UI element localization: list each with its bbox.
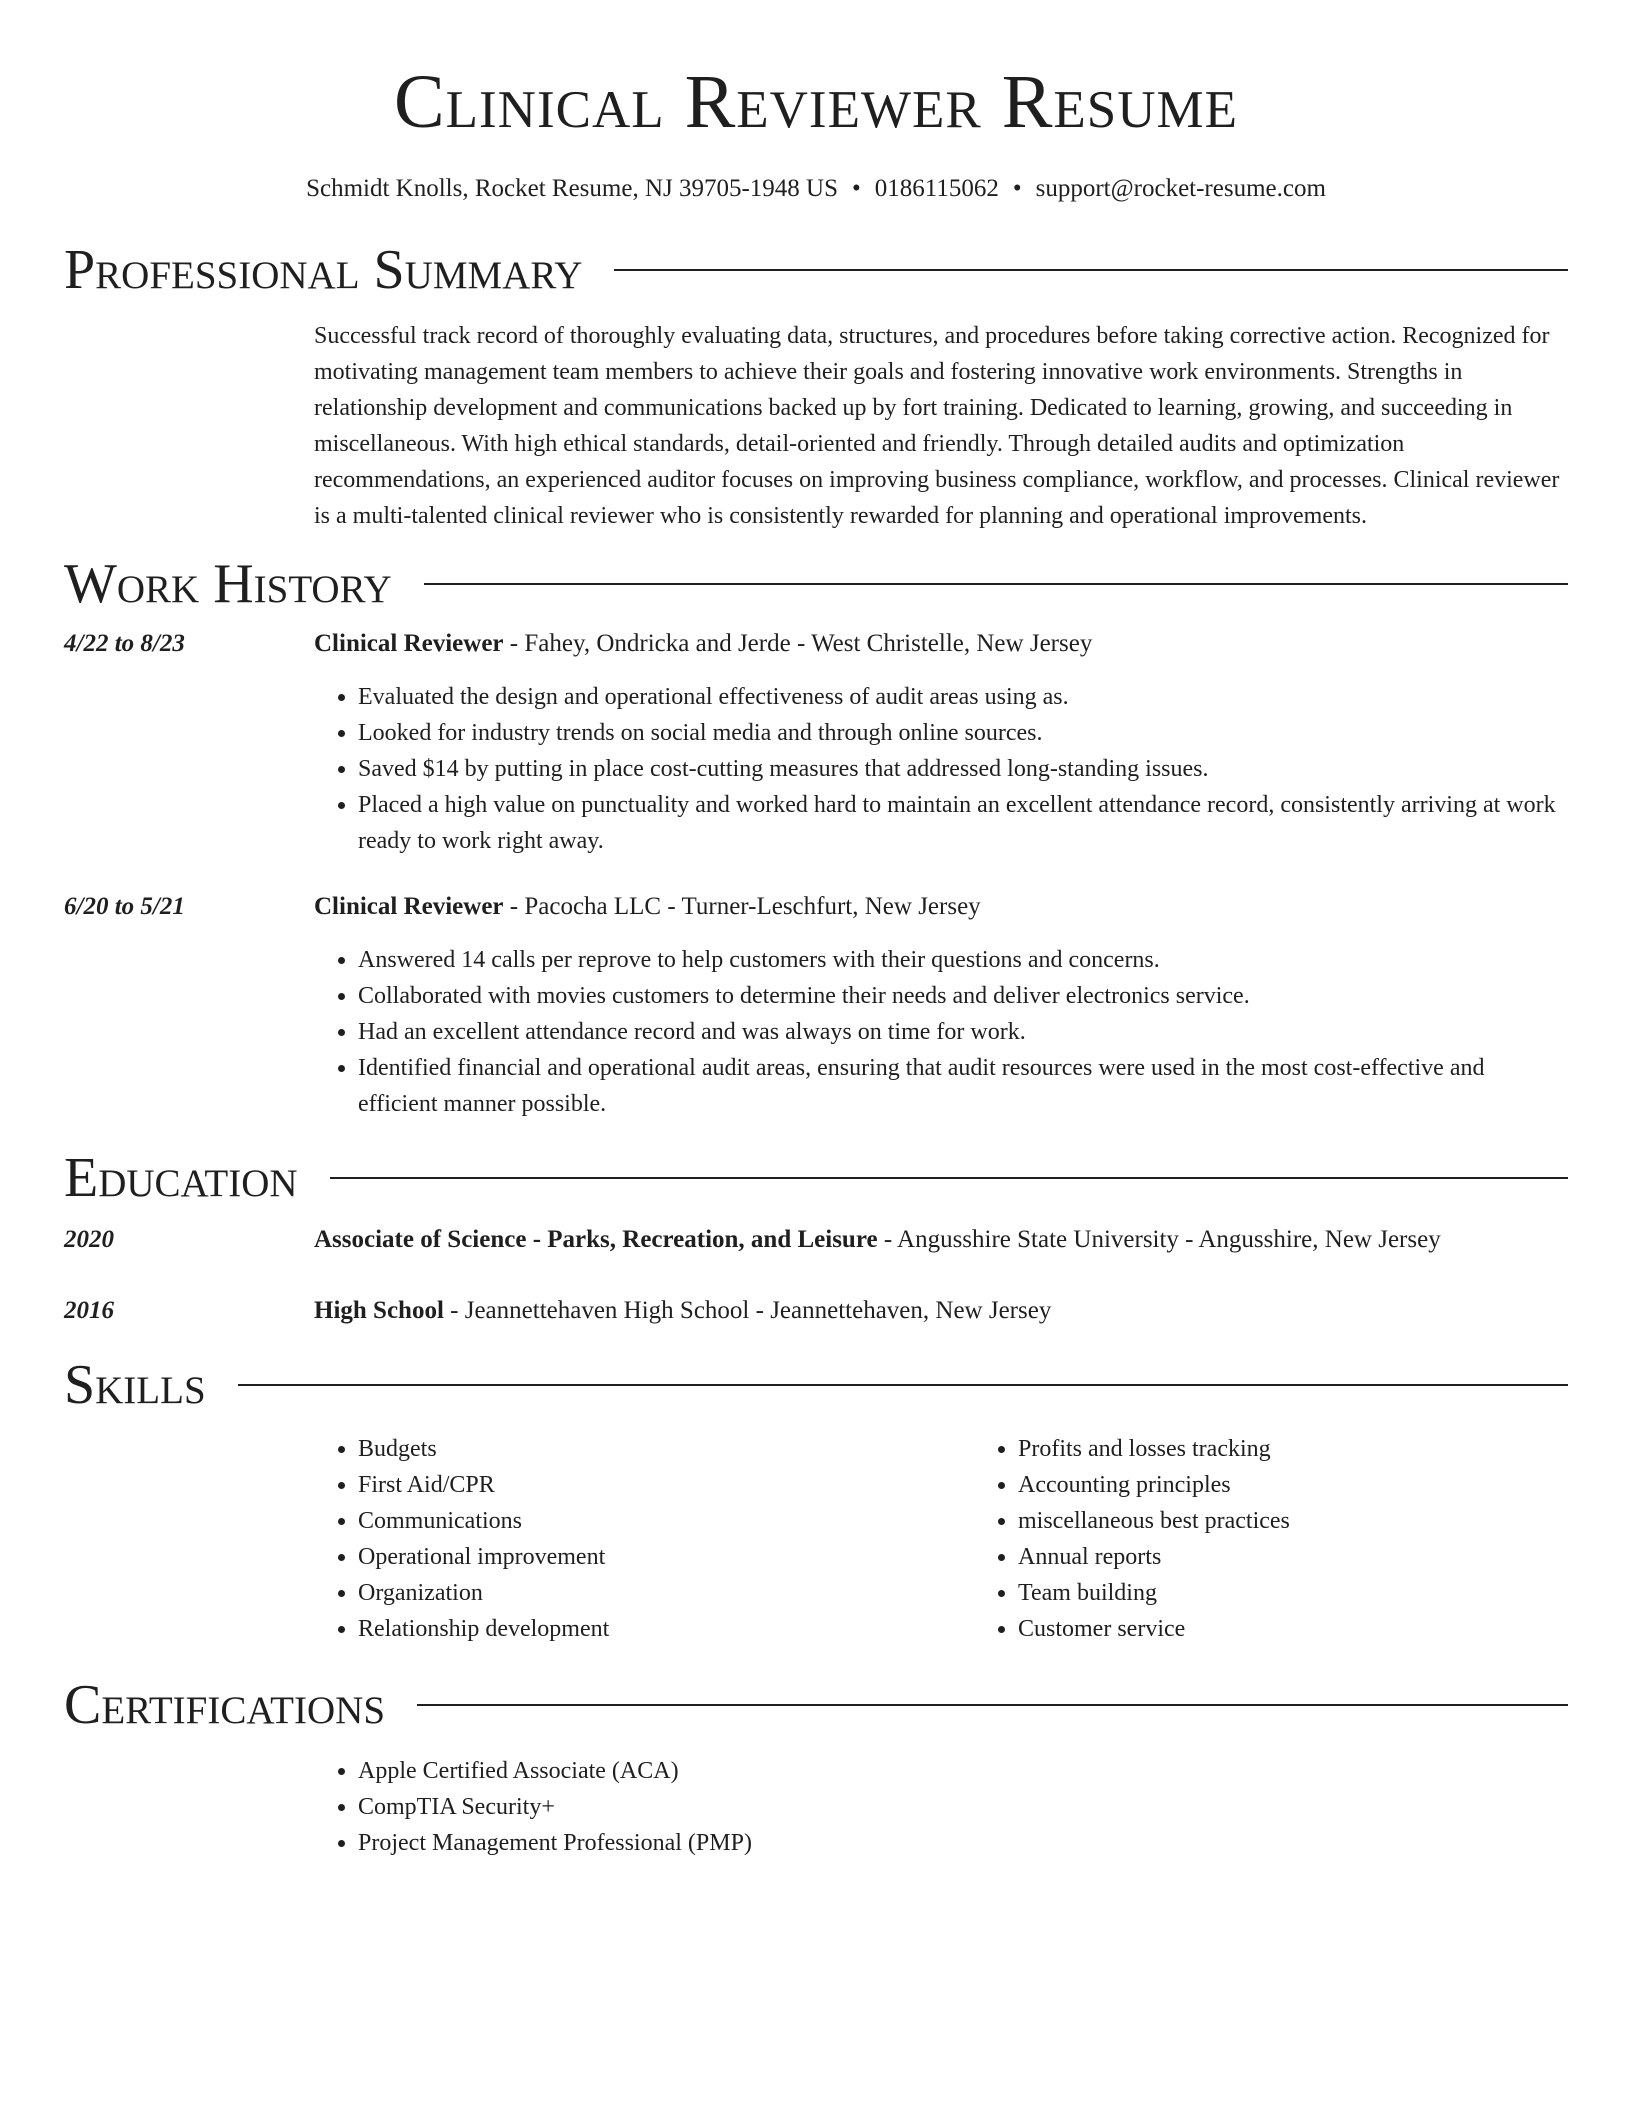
list-item: • Answered 14 calls per reprove to help customers with their questions and concerns.	[358, 942, 1568, 978]
skill-item: • Communications	[358, 1503, 974, 1539]
skill-item: • Organization	[358, 1575, 974, 1611]
education-body	[314, 1293, 1568, 1329]
education-details: - Jeannettehaven High School - Jeannettehaven, New Jersey	[443, 1297, 1052, 1324]
job-dates: 4/22 to 8/23	[64, 630, 185, 657]
education-year: 2020	[64, 1226, 114, 1253]
skill-item: • First Aid/CPR	[358, 1467, 974, 1503]
skills-list-right	[974, 1431, 1632, 1647]
contact-email: support@rocket-resume.com	[1035, 175, 1326, 202]
list-item: • Saved $14 by putting in place cost-cutting measures that addressed long-standing issues.	[358, 751, 1568, 787]
section-divider	[424, 583, 1568, 585]
job-heading	[314, 626, 1568, 662]
certification-item: • CompTIA Security+	[358, 1789, 1568, 1825]
education-entry	[64, 1222, 1568, 1258]
section-divider	[417, 1704, 1568, 1706]
certifications-left-spacer	[64, 1753, 314, 1861]
job-title: Clinical Reviewer	[314, 630, 504, 657]
section-header-education	[64, 1147, 1568, 1209]
certification-item: • Project Management Professional (PMP)	[358, 1825, 1568, 1861]
summary-body	[314, 318, 1568, 534]
list-item: • Evaluated the design and operational effectiveness of audit areas using as.	[358, 679, 1568, 715]
certifications-list	[314, 1753, 1568, 1861]
section-title-work: Work History	[64, 553, 392, 615]
contact-separator: •	[852, 175, 861, 202]
skills-grid	[314, 1431, 1632, 1647]
skill-item: • Annual reports	[1018, 1539, 1632, 1575]
skills-row	[64, 1431, 1568, 1647]
contact-separator: •	[1012, 175, 1022, 202]
job-bullets	[314, 942, 1568, 1122]
education-year: 2016	[64, 1297, 114, 1324]
job-details: - Pacocha LLC - Turner-Leschfurt, New Jersey	[503, 893, 981, 920]
skill-item: • Profits and losses tracking	[1018, 1431, 1632, 1467]
list-item: • Collaborated with movies customers to determine their needs and deliver electronics service.	[358, 978, 1568, 1014]
skills-left-spacer	[64, 1431, 314, 1647]
section-header-skills	[64, 1354, 1568, 1416]
skill-item: • Accounting principles	[1018, 1467, 1632, 1503]
job-entry	[64, 889, 1568, 1122]
skill-item: • Team building	[1018, 1575, 1632, 1611]
list-item: • Had an excellent attendance record and was always on time for work.	[358, 1014, 1568, 1050]
contact-address: Schmidt Knolls, Rocket Resume, NJ 39705-1948 US	[306, 175, 839, 202]
job-bullets	[314, 679, 1568, 859]
contact-phone: 0186115062	[874, 175, 999, 202]
skill-item: • Operational improvement	[358, 1539, 974, 1575]
summary-left-spacer	[64, 318, 314, 534]
job-heading	[314, 889, 1568, 925]
section-header-work	[64, 553, 1568, 615]
job-title: Clinical Reviewer	[314, 893, 504, 920]
section-divider	[238, 1384, 1568, 1386]
job-dates: 6/20 to 5/21	[64, 893, 185, 920]
education-heading	[314, 1293, 1568, 1329]
resume-title: Clinical Reviewer Resume	[393, 60, 1239, 144]
section-header-certifications	[64, 1674, 1568, 1736]
certifications-body	[314, 1753, 1568, 1861]
contact-line	[64, 174, 1568, 204]
job-entry	[64, 626, 1568, 859]
job-details: - Fahey, Ondricka and Jerde - West Christelle, New Jersey	[503, 630, 1093, 657]
section-title-skills: Skills	[64, 1354, 206, 1416]
summary-row	[64, 318, 1568, 534]
section-title-certifications: Certifications	[64, 1674, 386, 1736]
education-heading	[314, 1222, 1568, 1258]
education-details: - Angusshire State University - Angusshire, New Jersey	[877, 1226, 1441, 1253]
skills-list-left	[314, 1431, 974, 1647]
summary-text: Successful track record of thoroughly evaluating data, structures, and procedures before taking corrective action. Recognized for motivating management team members to achieve their goals and fostering innovative work environments. Strengths in relationship development and communications backed up by fort training. Dedicated to learning, growing, and succeeding in miscellaneous. With high ethical standards, detail-oriented and friendly. Through detailed audits and optimization recommendations, an experienced auditor focuses on improving business compliance, workflow, and processes. Clinical reviewer is a multi-talented clinical reviewer who is consistently rewarded for planning and operational improvements.	[314, 323, 1560, 529]
list-item: • Looked for industry trends on social media and through online sources.	[358, 715, 1568, 751]
education-degree: Associate of Science - Parks, Recreation, and Leisure	[314, 1226, 878, 1253]
certifications-row	[64, 1753, 1568, 1861]
job-body	[314, 889, 1568, 1122]
skill-item: • Relationship development	[358, 1611, 974, 1647]
skill-item: • miscellaneous best practices	[1018, 1503, 1632, 1539]
education-body	[314, 1222, 1568, 1258]
section-divider	[614, 269, 1568, 271]
section-header-summary	[64, 239, 1568, 301]
section-divider	[330, 1177, 1568, 1179]
section-title-summary: Professional Summary	[64, 239, 583, 301]
education-entry	[64, 1293, 1568, 1329]
section-title-education: Education	[64, 1147, 298, 1209]
certification-item: • Apple Certified Associate (ACA)	[358, 1753, 1568, 1789]
skill-item: • Customer service	[1018, 1611, 1632, 1647]
job-body	[314, 626, 1568, 859]
list-item: • Placed a high value on punctuality and worked hard to maintain an excellent attendance record, consistently arriving at work ready to work right away.	[358, 787, 1568, 859]
education-degree: High School	[314, 1297, 444, 1324]
skill-item: • Budgets	[358, 1431, 974, 1467]
list-item: • Identified financial and operational audit areas, ensuring that audit resources were used in the most cost-effective and efficient manner possible.	[358, 1050, 1568, 1122]
